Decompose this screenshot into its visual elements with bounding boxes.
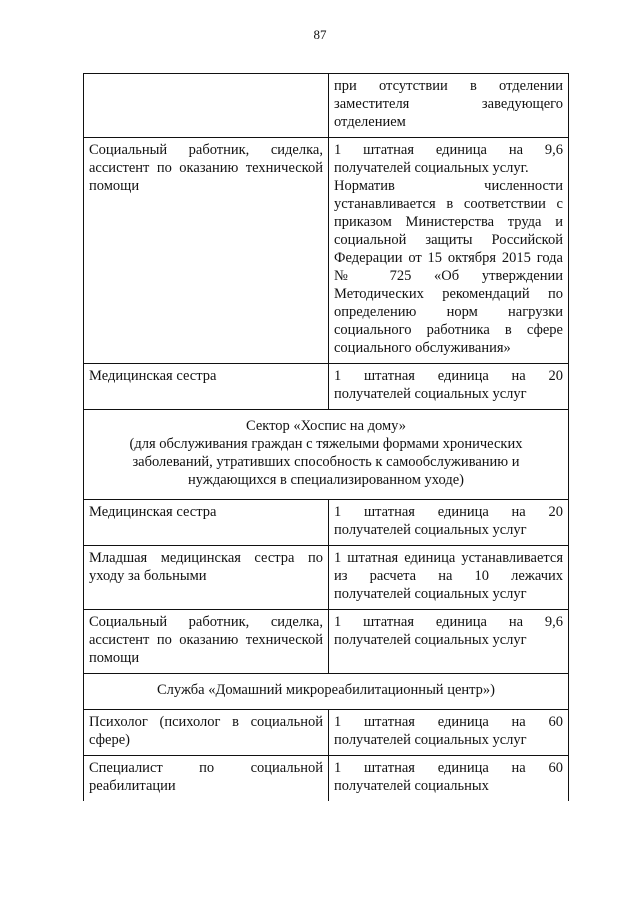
norm-cell: 1 штатная единица устанавливается из расчета на 10 лежачих получателей социальных услуг (329, 546, 569, 610)
table-row (84, 756, 569, 802)
table-row (84, 610, 569, 674)
table-row (84, 710, 569, 756)
norm-text: 1 штатная единица на 9,6 получателей социальных услуг. (334, 142, 563, 176)
section-header-cell (84, 674, 569, 710)
page-number: 87 (313, 27, 327, 42)
position-cell: Специалист по социальной реабилитации (84, 756, 329, 802)
table-row (84, 138, 569, 364)
norm-reference-text: Норматив численности устанавливается в соответствии с приказом Министерства труда и социальной защиты Российской Федерации от 15 октября 2015 года № 725 «Об утверждении Методических рекомендаций по определению норм нагрузки социального работника в сфере социального обслуживания» (334, 178, 563, 356)
table-row (84, 500, 569, 546)
table-row (84, 364, 569, 410)
section-row (84, 410, 569, 500)
norm-cell: при отсутствии в отделении заместителя заведующего отделением (329, 74, 569, 138)
norm-cell: 1 штатная единица на 60 получателей социальных услуг (329, 710, 569, 756)
position-cell: Психолог (психолог в социальной сфере) (84, 710, 329, 756)
position-cell (84, 74, 329, 138)
section-title: Служба «Домашний микрореабилитационный центр») (156, 682, 495, 698)
staffing-norms-table (83, 73, 569, 801)
section-header-cell (84, 410, 569, 500)
position-cell: Медицинская сестра (84, 500, 329, 546)
norm-cell: 1 штатная единица на 20 получателей социальных услуг (329, 500, 569, 546)
norm-cell (329, 138, 569, 364)
table-row (84, 546, 569, 610)
norm-cell: 1 штатная единица на 20 получателей социальных услуг (329, 364, 569, 410)
position-cell: Социальный работник, сиделка, ассистент по оказанию технической помощи (84, 138, 329, 364)
position-cell: Социальный работник, сиделка, ассистент по оказанию технической помощи (84, 610, 329, 674)
norm-cell: 1 штатная единица на 60 получателей социальных (329, 756, 569, 802)
table-row (84, 74, 569, 138)
norm-cell: 1 штатная единица на 9,6 получателей социальных услуг (329, 610, 569, 674)
section-row (84, 674, 569, 710)
position-cell: Медицинская сестра (84, 364, 329, 410)
section-title: Сектор «Хоспис на дому» (245, 418, 407, 434)
section-subtitle: (для обслуживания граждан с тяжелыми формами хронических заболеваний, утративших способность к самообслуживанию и нуждающихся в специализированном уходе) (129, 436, 523, 488)
position-cell: Младшая медицинская сестра по уходу за больными (84, 546, 329, 610)
